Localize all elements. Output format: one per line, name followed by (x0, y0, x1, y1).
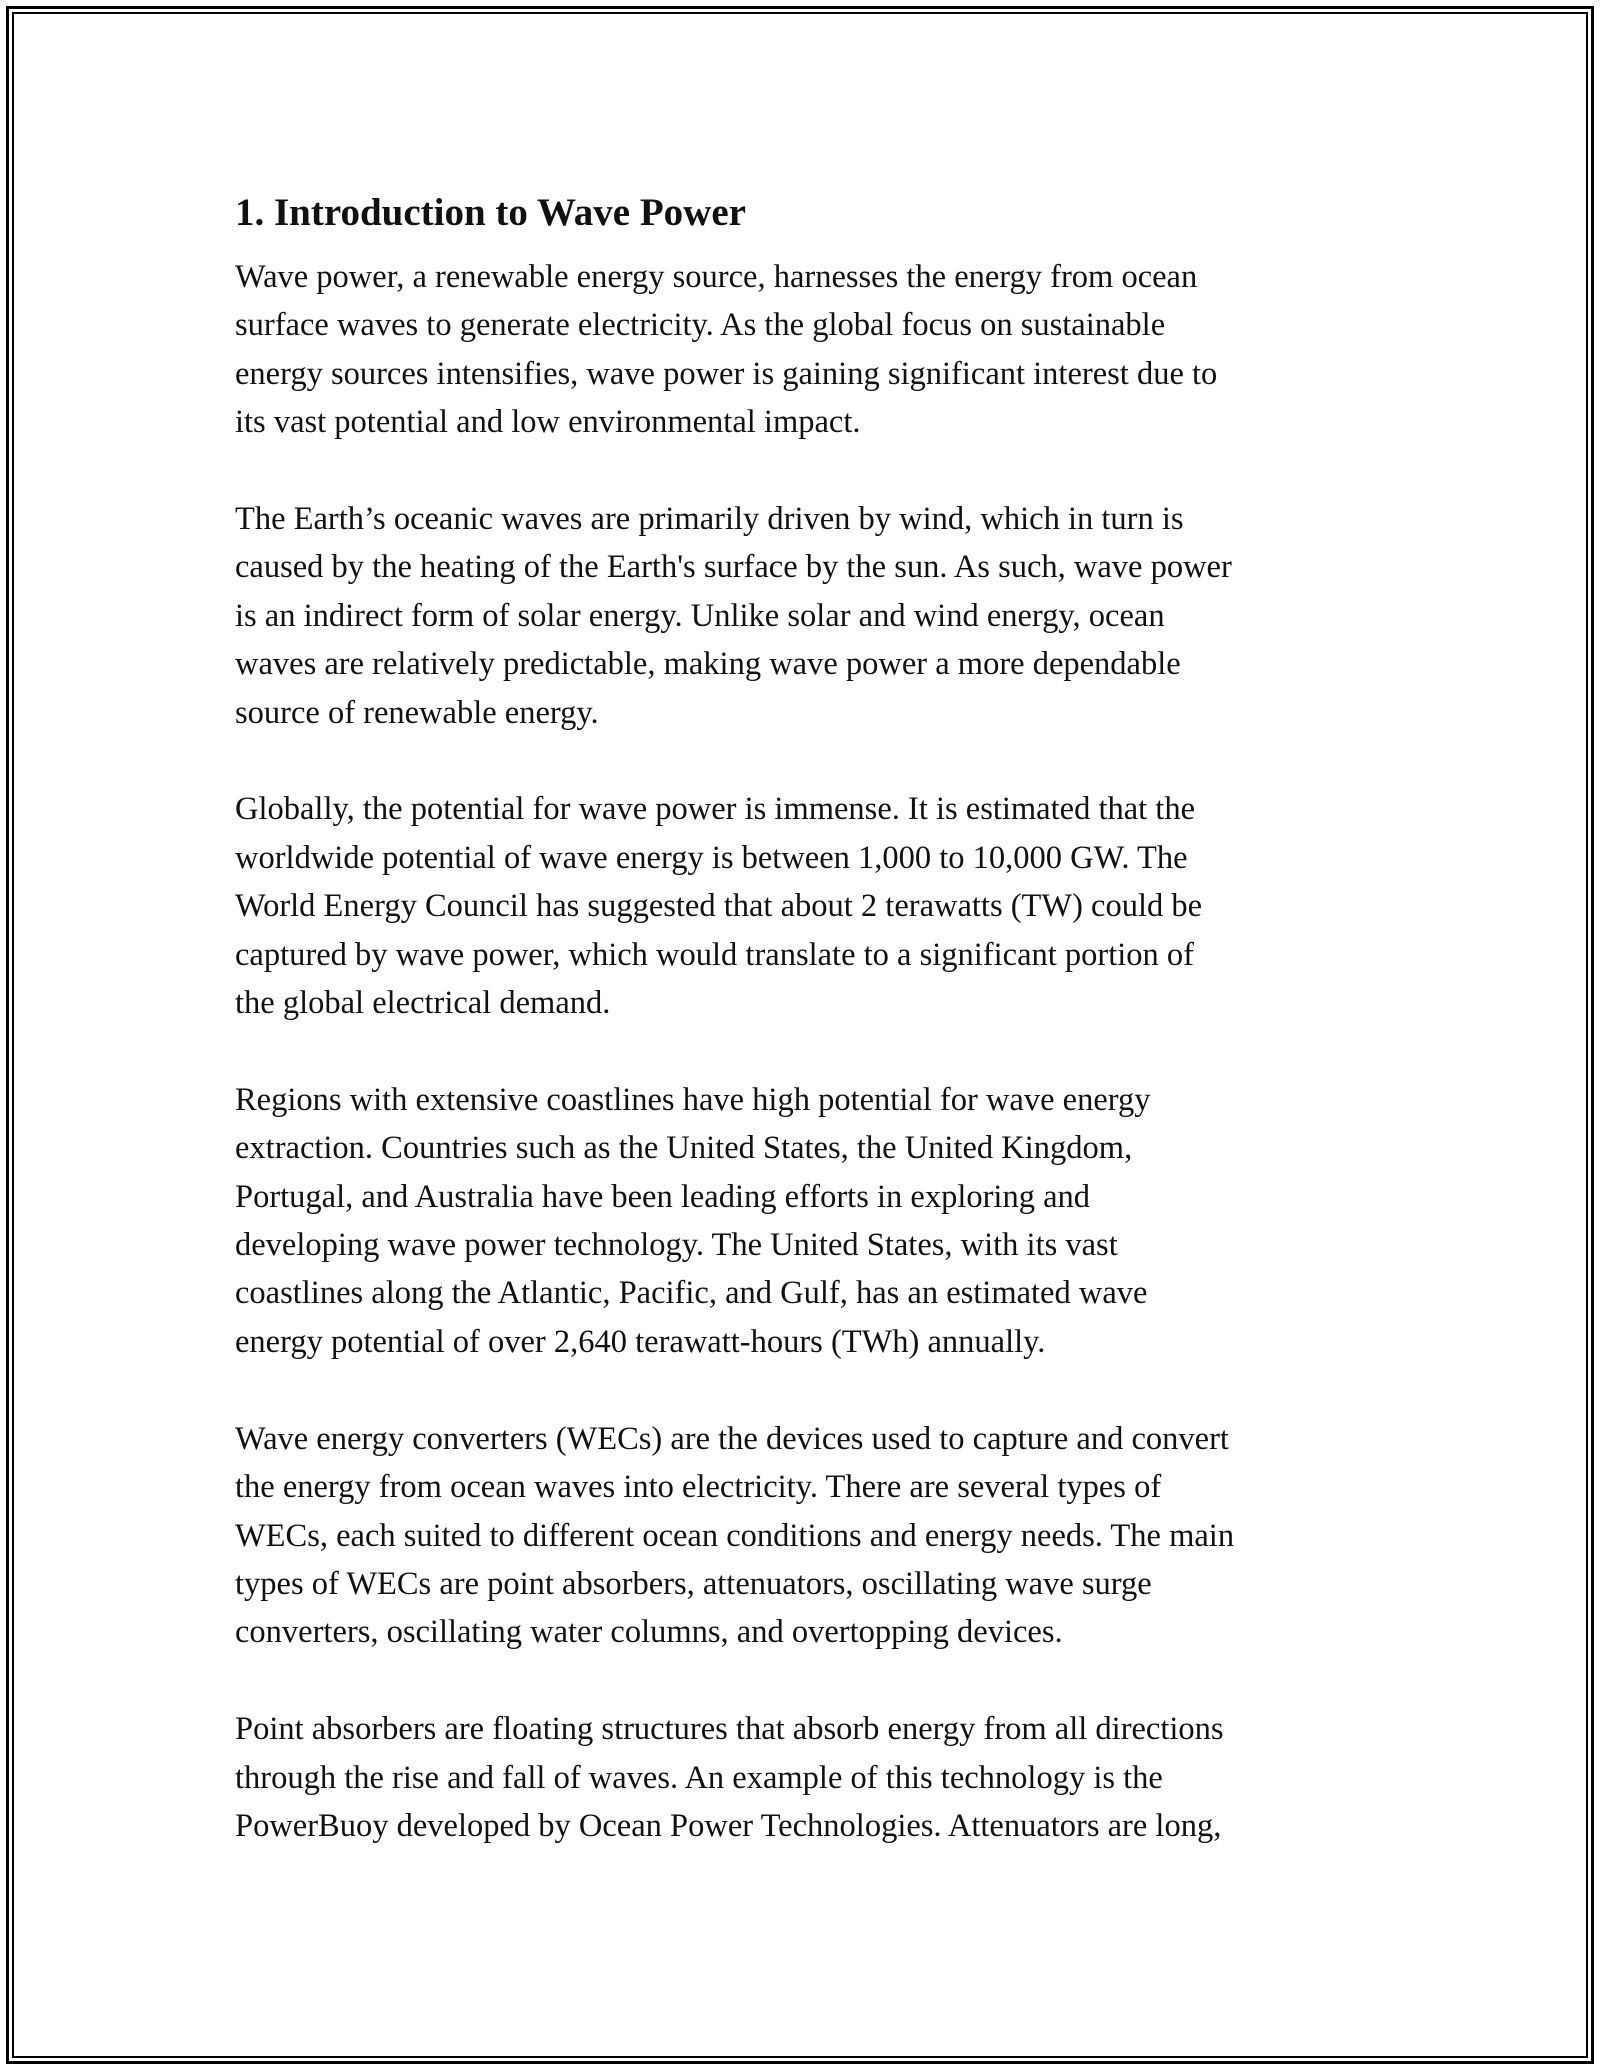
paragraph-wave-origin: The Earth’s oceanic waves are primarily driven by wind, which in turn is caused by the heating of the Earth's surface by the sun. As such, wave power is an indirect form of solar energy. Unlike solar and wind energy, ocean waves are relatively predictable, making wave power a more dependable source of renewable energy. (235, 501, 1232, 731)
paragraph-intro: Wave power, a renewable energy source, harnesses the energy from ocean surface waves to generate electricity. As the global focus on sustainable energy sources intensifies, wave power is gaining significant interest due to its vast potential and low environmental impact. (235, 259, 1218, 441)
document-body (235, 185, 1385, 1899)
paragraph-point-absorbers: Point absorbers are floating structures that absorb energy from all directions through the rise and fall of waves. An example of this technology is the PowerBuoy developed by Ocean Power Technologies. Attenuators are long, (235, 1711, 1224, 1844)
paragraph-global-potential: Globally, the potential for wave power is immense. It is estimated that the worldwide potential of wave energy is between 1,000 to 10,000 GW. The World Energy Council has suggested that about 2 terawatts (TW) could be captured by wave power, which would translate to a significant portion of the global electrical demand. (235, 791, 1203, 1022)
paragraph-regions: Regions with extensive coastlines have high potential for wave energy extraction. Countries such as the United States, the United Kingdom, Portugal, and Australia have been leading efforts in exploring and developing wave power technology. The United States, with its vast coastlines along the Atlantic, Pacific, and Gulf, has an estimated wave energy potential of over 2,640 terawatt-hours (TWh) annually. (235, 1081, 1151, 1360)
paragraph-wec-types: Wave energy converters (WECs) are the devices used to capture and convert the energy from ocean waves into electricity. There are several types of WECs, each suited to different ocean conditions and energy needs. The main types of WECs are point absorbers, attenuators, oscillating wave surge converters, oscillating water columns, and overtopping devices. (235, 1420, 1235, 1651)
section-heading: 1. Introduction to Wave Power (235, 191, 746, 234)
